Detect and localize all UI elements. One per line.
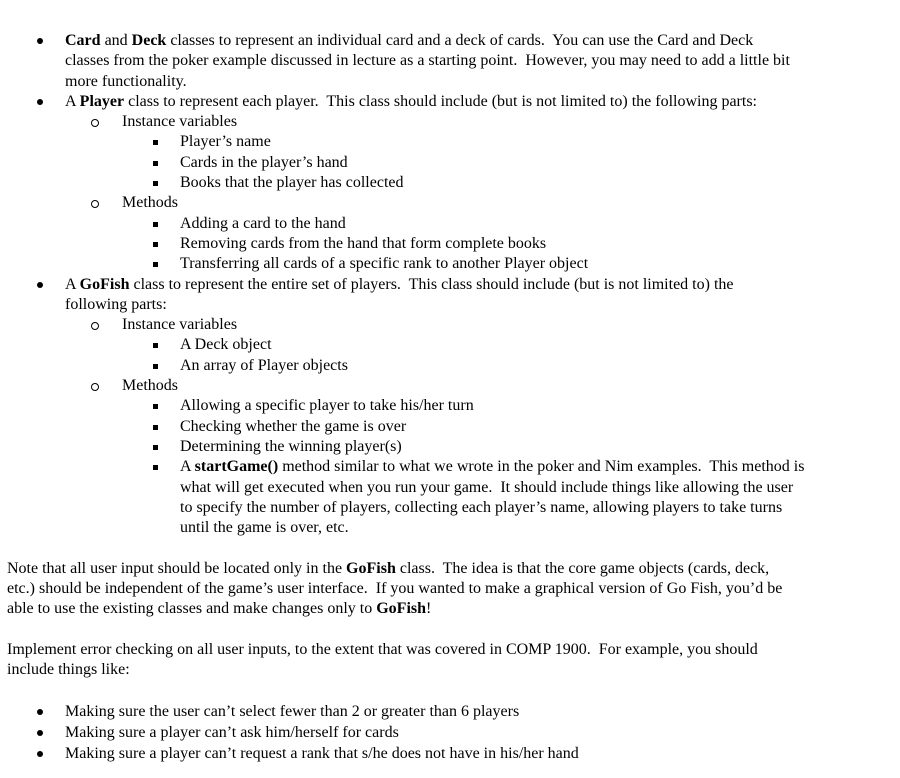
line-text [180, 417, 406, 437]
text-segment: Implement error checking on all user inputs, to the extent that was covered in COMP 1900. For example, you should [7, 640, 758, 658]
text-segment: Transferring all cards of a specific rank to another Player object [180, 255, 589, 273]
text-segment: Books that the player has collected [180, 174, 404, 192]
line-text [7, 579, 782, 599]
text-segment: class to represent the entire set of players. This class should include (but is not limited to) the [129, 275, 734, 293]
bullet-square-icon [152, 132, 158, 152]
line-text [180, 478, 793, 498]
text-line [0, 498, 900, 518]
text-segment: Player’s name [180, 133, 271, 151]
line-text [65, 743, 579, 764]
bullet-circle-icon [91, 112, 99, 132]
list-item [0, 112, 900, 132]
line-text [180, 234, 546, 254]
line-text [180, 498, 782, 518]
line-text [65, 295, 167, 315]
blank-line [0, 620, 900, 640]
list-item [0, 214, 900, 234]
list-item [0, 417, 900, 437]
line-text [122, 315, 237, 335]
text-segment: Note that all user input should be located only in the [7, 559, 347, 577]
bold-term: Player [79, 92, 125, 110]
bold-term: GoFish [346, 559, 396, 577]
line-text [65, 72, 187, 92]
bullet-square-icon [152, 457, 158, 477]
bullet-square-icon [152, 356, 158, 376]
line-text [65, 51, 790, 71]
text-segment: classes to represent an individual card and a deck of cards. You can use the Card and Deck [166, 32, 754, 49]
text-segment: Methods [122, 377, 178, 395]
text-segment: Adding a card to the hand [180, 214, 346, 232]
line-text [180, 173, 403, 193]
line-text [7, 660, 130, 680]
text-line [0, 559, 900, 579]
bold-term: startGame() [194, 458, 279, 476]
bullet-square-icon [152, 437, 158, 457]
line-text [65, 92, 757, 112]
text-segment: class to represent each player. This class should include (but is not limited to) the following parts: [124, 92, 757, 110]
bullet-dot-icon [35, 743, 43, 764]
list-item [0, 356, 900, 376]
line-text [122, 193, 178, 213]
bullet-circle-icon [91, 193, 99, 213]
bold-term: Card [65, 32, 101, 49]
text-segment: Making sure a player can’t ask him/herself for cards [65, 723, 399, 741]
line-text [65, 722, 399, 743]
list-item [0, 132, 900, 152]
text-line [0, 478, 900, 498]
bullet-square-icon [152, 173, 158, 193]
bold-term: GoFish [376, 600, 427, 618]
bullet-square-icon [152, 234, 158, 254]
text-segment: Cards in the player’s hand [180, 153, 348, 171]
list-item [0, 722, 900, 743]
text-segment: A [180, 458, 195, 476]
list-item [0, 457, 900, 477]
line-text [180, 335, 272, 355]
text-line [0, 51, 900, 71]
line-text [180, 132, 271, 152]
text-segment: to specify the number of players, collecting each player’s name, allowing players to take turns [180, 498, 783, 516]
document-body [0, 31, 900, 764]
list-item [0, 743, 900, 764]
text-segment: method similar to what we wrote in the poker and Nim examples. This method is [278, 458, 805, 476]
list-item [0, 173, 900, 193]
text-segment: Instance variables [122, 316, 238, 334]
line-text [65, 31, 753, 51]
line-text [180, 396, 474, 416]
list-item [0, 396, 900, 416]
bullet-square-icon [152, 254, 158, 274]
bullet-dot-icon [35, 701, 43, 722]
text-segment: until the game is over, etc. [180, 519, 349, 537]
text-segment: more functionality. [65, 72, 187, 90]
list-item [0, 275, 900, 295]
text-segment: Allowing a specific player to take his/her turn [180, 397, 474, 415]
text-segment: Methods [122, 194, 178, 212]
text-segment: Instance variables [122, 113, 238, 131]
line-text [65, 275, 733, 295]
bullet-square-icon [152, 214, 158, 234]
line-text [122, 112, 237, 132]
list-item [0, 31, 900, 51]
list-item [0, 193, 900, 213]
line-text [7, 599, 431, 619]
line-text [180, 518, 349, 538]
line-text [65, 701, 519, 722]
text-segment: Determining the winning player(s) [180, 437, 402, 455]
text-segment: ! [426, 600, 432, 618]
text-segment: and [100, 32, 132, 49]
text-segment: able to use the existing classes and make changes only to [7, 600, 377, 618]
text-segment: An array of Player objects [180, 356, 348, 374]
text-segment: Checking whether the game is over [180, 417, 407, 435]
line-text [7, 640, 758, 660]
bullet-dot-icon [35, 31, 43, 51]
text-segment: Removing cards from the hand that form complete books [180, 234, 547, 252]
text-segment: Making sure the user can’t select fewer than 2 or greater than 6 players [65, 702, 520, 720]
line-text [122, 376, 178, 396]
text-line [0, 579, 900, 599]
bullet-dot-icon [35, 722, 43, 743]
bullet-square-icon [152, 153, 158, 173]
text-line [0, 599, 900, 619]
line-text [7, 559, 769, 579]
text-segment: Making sure a player can’t request a rank that s/he does not have in his/her hand [65, 744, 579, 762]
list-item [0, 701, 900, 722]
text-segment: A [65, 92, 80, 110]
text-line [0, 518, 900, 538]
list-item [0, 153, 900, 173]
blank-line [0, 538, 900, 558]
list-item [0, 335, 900, 355]
list-item [0, 315, 900, 335]
list-item [0, 437, 900, 457]
list-item [0, 376, 900, 396]
line-text [180, 254, 588, 274]
line-text [180, 457, 804, 477]
text-segment: classes from the poker example discussed in lecture as a starting point. However, you may need to add a little bit [65, 52, 790, 70]
list-item [0, 254, 900, 274]
text-line [0, 640, 900, 660]
text-segment: what will get executed when you run your game. It should include things like allowing the user [180, 478, 794, 496]
blank-line [0, 681, 900, 701]
text-line [0, 295, 900, 315]
text-line [0, 72, 900, 92]
bold-term: Deck [131, 32, 167, 49]
bullet-circle-icon [91, 315, 99, 335]
bullet-square-icon [152, 396, 158, 416]
text-segment: following parts: [65, 295, 167, 313]
line-text [180, 437, 402, 457]
text-segment: etc.) should be independent of the game’s user interface. If you wanted to make a graphical version of Go Fish, you’d be [7, 580, 783, 598]
text-segment: class. The idea is that the core game objects (cards, deck, [395, 559, 770, 577]
bullet-dot-icon [35, 275, 43, 295]
line-text [180, 153, 348, 173]
bullet-dot-icon [35, 92, 43, 112]
bullet-square-icon [152, 335, 158, 355]
text-segment: A [65, 275, 80, 293]
text-segment: A Deck object [180, 336, 272, 354]
text-segment: include things like: [7, 661, 130, 679]
list-item [0, 234, 900, 254]
line-text [180, 356, 348, 376]
bullet-square-icon [152, 417, 158, 437]
text-line [0, 660, 900, 680]
line-text [180, 214, 346, 234]
list-item [0, 92, 900, 112]
bullet-circle-icon [91, 376, 99, 396]
bold-term: GoFish [79, 275, 130, 293]
